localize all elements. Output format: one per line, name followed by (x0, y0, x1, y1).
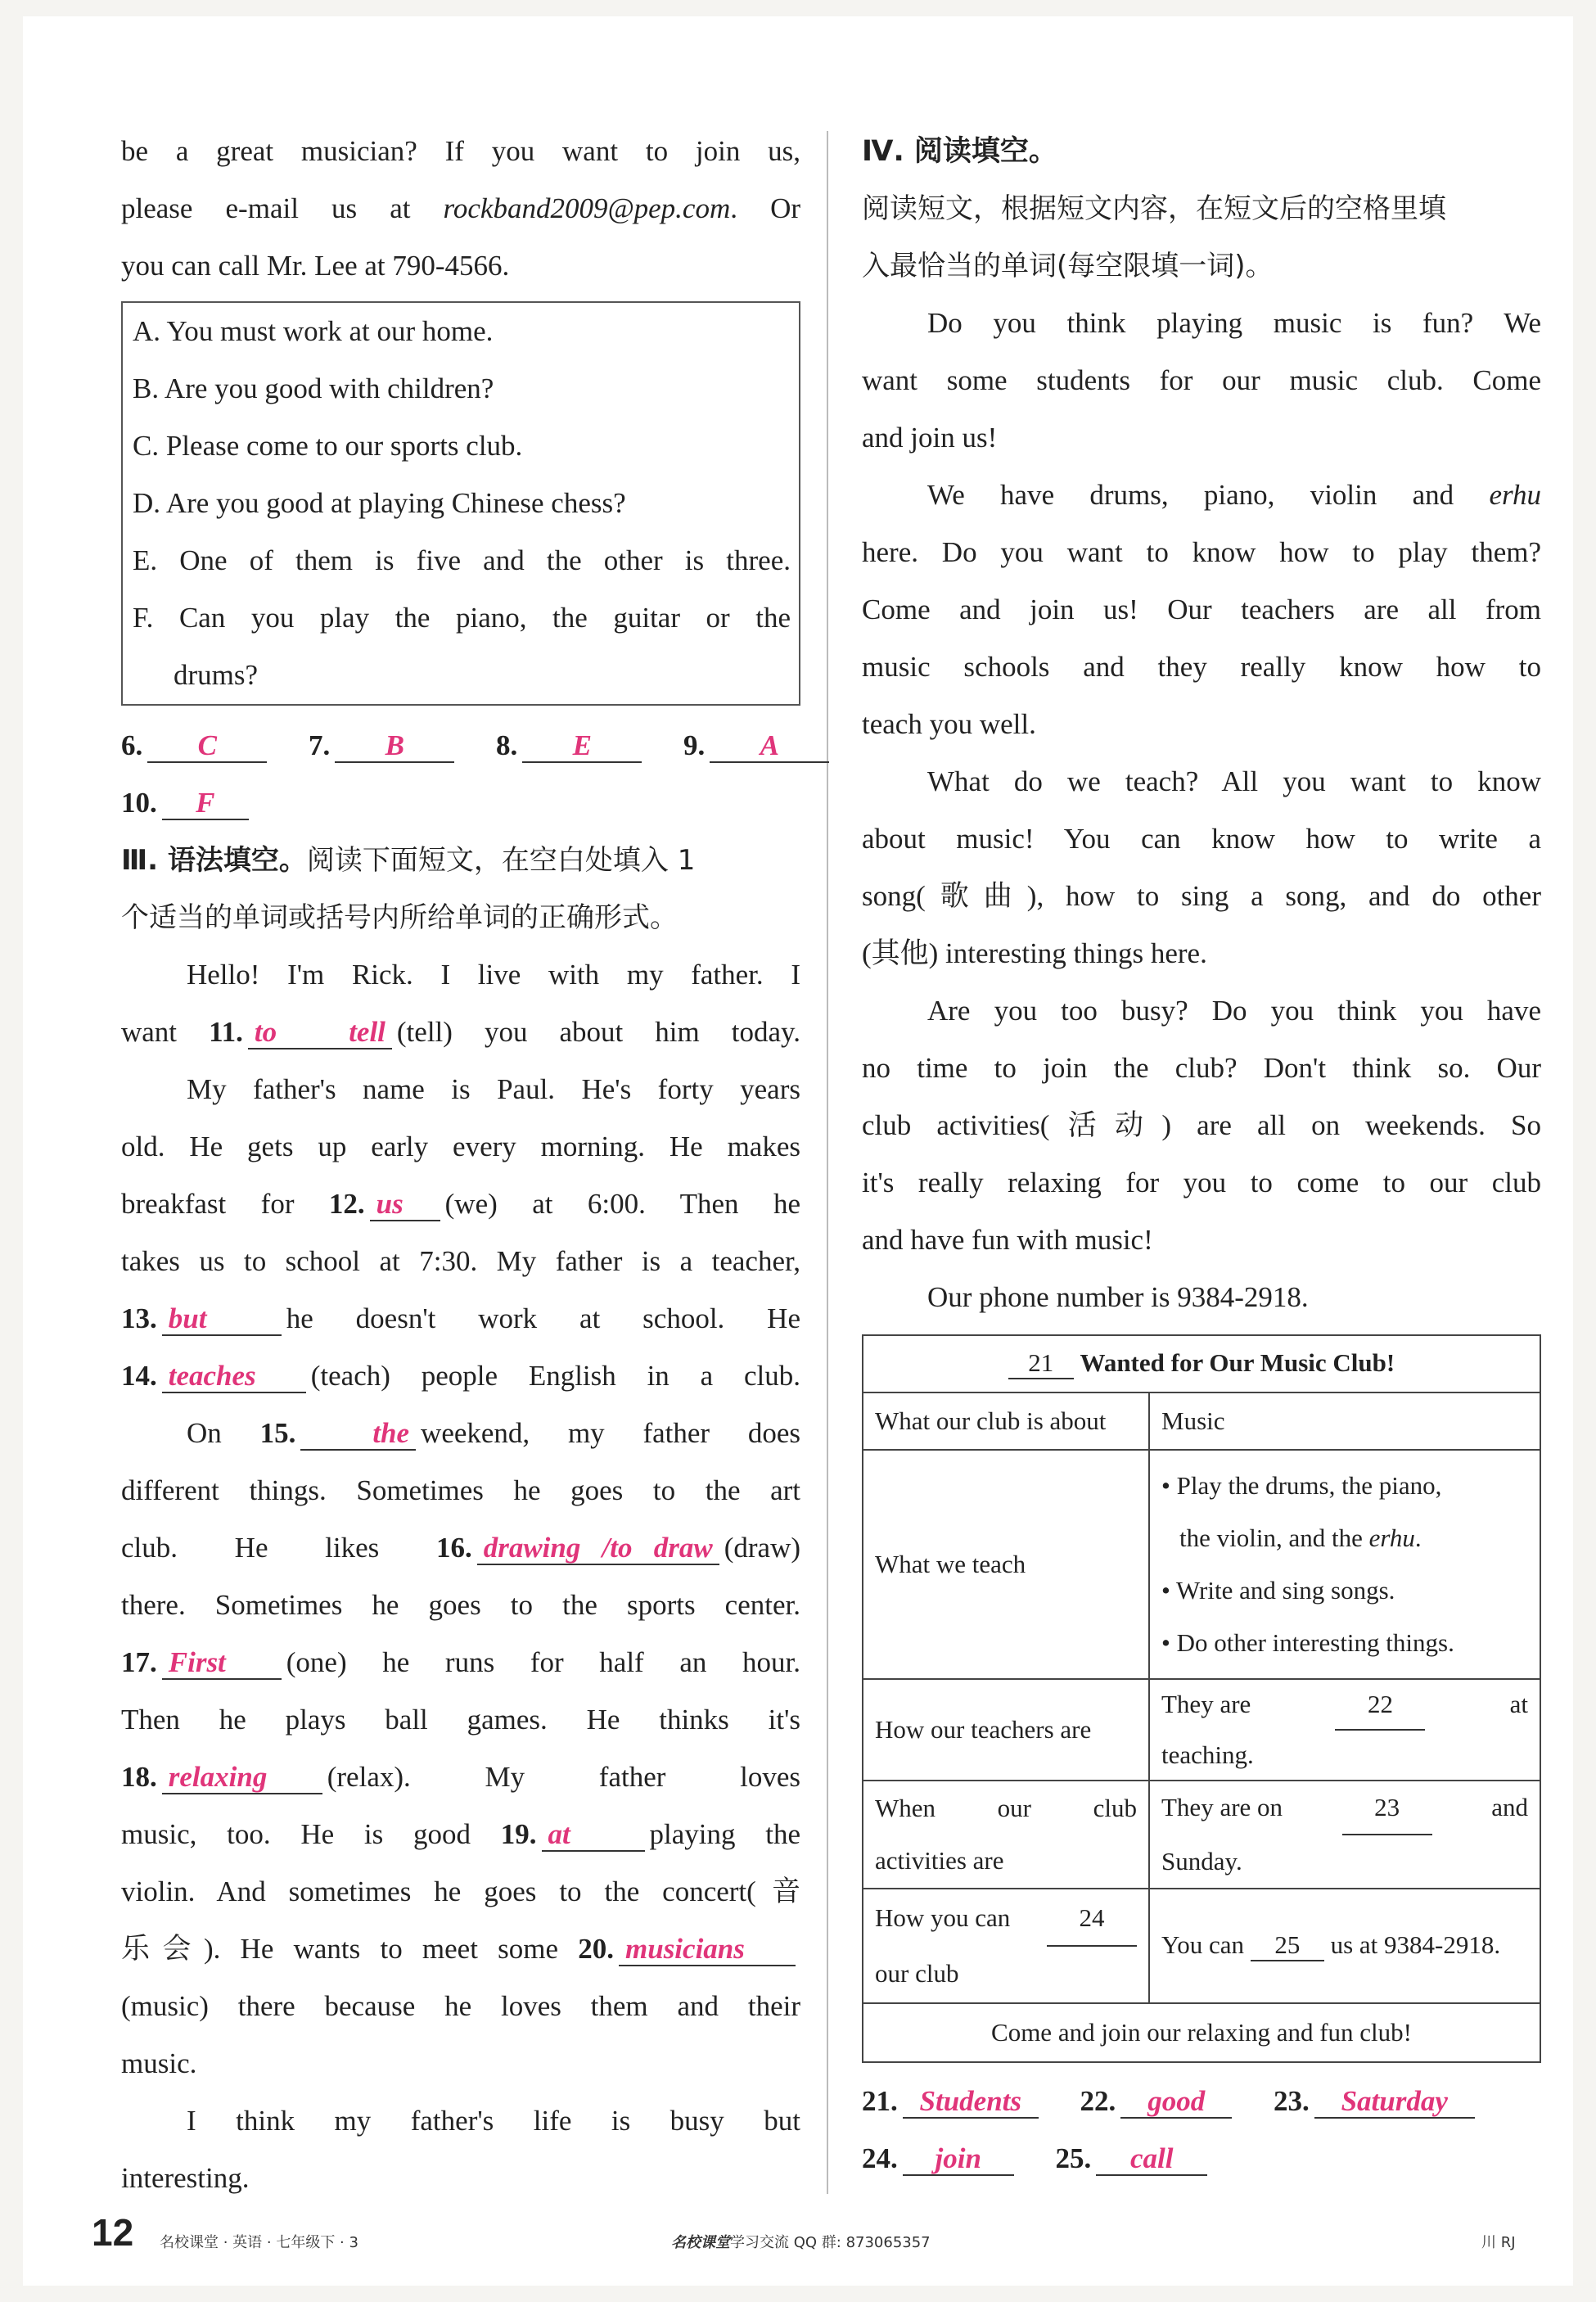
answer-blank: E (522, 730, 642, 763)
table-title: 21 Wanted for Our Music Club! (863, 1335, 1540, 1392)
reading-line: song(歌曲), how to sing a song, and do other (862, 880, 1541, 912)
blank-23: 23 (1342, 1781, 1432, 1835)
answer-blank-11: to tell (248, 1017, 392, 1049)
answer-item: 21. Students (862, 2073, 1044, 2130)
answer-blank: good (1120, 2086, 1232, 2119)
answer-item: 24. join (862, 2130, 1019, 2187)
bullet-item: • Play the drums, the piano, (1161, 1471, 1442, 1500)
answer-blank-20: musicians (619, 1934, 796, 1966)
answer-blank-12: us (370, 1189, 440, 1221)
answer-blank-16: drawing /to draw (477, 1532, 719, 1565)
option-a: A. You must work at our home. (133, 315, 494, 347)
text-line: there. Sometimes he goes to the sports center. (121, 1589, 800, 1621)
option-b: B. Are you good with children? (133, 372, 494, 404)
answer-item: 9. A (683, 717, 834, 774)
answer-blank: A (710, 730, 829, 763)
book-title: 名校课堂 · 英语 · 七年级下 · 3 (160, 2234, 358, 2251)
text-line: Then he plays ball games. He thinks it's (121, 1704, 800, 1736)
text-line: different things. Sometimes he goes to the art (121, 1474, 800, 1506)
intro-line-3: you can call Mr. Lee at 790-4566. (121, 250, 510, 282)
answer-item: 10. F (121, 774, 254, 832)
bullet-item: • Write and sing songs. (1161, 1576, 1395, 1605)
email-address: rockband2009@pep.com (443, 192, 731, 224)
text-line: 乐会). He wants to meet some 20. musicians (121, 1921, 800, 1978)
answers-10 (121, 774, 800, 832)
reading-line: about music! You can know how to write a (862, 823, 1541, 855)
text-line: club. He likes 16. drawing /to draw (draw) (121, 1532, 800, 1564)
answer-item: 7. B (309, 717, 459, 774)
answer-blank-19: at (542, 1819, 645, 1852)
row-value (1149, 1450, 1540, 1679)
row-label: How our teachers are (863, 1679, 1149, 1781)
text-line: violin. And sometimes he goes to the concert(音 (121, 1875, 800, 1907)
text-line: music, too. He is good 19. at playing the (121, 1818, 800, 1850)
text-line: 18. relaxing (relax). My father loves (121, 1761, 800, 1793)
section3-heading: Ⅲ. 语法填空。阅读下面短文，在空白处填入 1 (121, 844, 696, 877)
blank-24: 24 (1047, 1891, 1137, 1947)
answer-blank: join (903, 2143, 1014, 2176)
options-box (121, 301, 800, 706)
answer-blank: Saturday (1314, 2086, 1475, 2119)
reading-line: Our phone number is 9384-2918. (927, 1281, 1309, 1313)
text-line: breakfast for 12. us (we) at 6:00. Then he (121, 1188, 800, 1220)
reading-line: here. Do you want to know how to play them? (862, 536, 1541, 568)
reading-line: Do you think playing music is fun? We (927, 307, 1541, 339)
text-line: old. He gets up early every morning. He makes (121, 1131, 800, 1162)
answer-blank: F (162, 788, 249, 820)
answer-item: 8. E (496, 717, 647, 774)
option-e: E. One of them is five and the other is three. (133, 544, 791, 576)
qq-group: 名校课堂学习交流 QQ 群: 873065357 (671, 2234, 931, 2251)
reading-line: We have drums, piano, violin and erhu (927, 479, 1541, 511)
option-c: C. Please come to our sports club. (133, 430, 523, 462)
answer-item: 23. Saturday (1274, 2073, 1480, 2130)
reading-line: no time to join the club? Don't think so. Our (862, 1052, 1541, 1084)
reading-line: teach you well. (862, 708, 1036, 740)
right-column (862, 123, 1541, 2187)
section4-instr-1: 阅读短文，根据短文内容，在短文后的空格里填 (862, 192, 1446, 225)
answer-item: 6. C (121, 717, 272, 774)
text-line: 13. but he doesn't work at school. He (121, 1302, 800, 1334)
row-value: They are 22 at teaching. (1149, 1679, 1540, 1781)
text-line: interesting. (121, 2162, 250, 2194)
left-column (121, 123, 800, 2207)
option-d: D. Are you good at playing Chinese chess? (133, 487, 626, 519)
text-line: On 15. the weekend, my father does (187, 1417, 800, 1449)
intro-line-2: please e-mail us at rockband2009@pep.com. Or (121, 192, 800, 224)
row-value: You can 25 us at 9384-2918. (1149, 1889, 1540, 2003)
answers-24-25 (862, 2130, 1541, 2187)
bullet-item: • Do other interesting things. (1161, 1628, 1454, 1657)
text-line: I think my father's life is busy but (187, 2105, 800, 2137)
text-line: music. (121, 2047, 197, 2079)
answer-blank-15: the (300, 1418, 416, 1451)
reading-line: Are you too busy? Do you think you have (927, 995, 1541, 1027)
answer-blank: C (147, 730, 267, 763)
reading-line: and join us! (862, 422, 998, 454)
intro-line-1: be a great musician? If you want to join us, (121, 135, 800, 167)
answer-blank-17: First (162, 1647, 282, 1680)
row-label: When our club activities are (863, 1781, 1149, 1889)
answers-21-23 (862, 2073, 1541, 2130)
reading-line: Come and join us! Our teachers are all from (862, 594, 1541, 625)
text-line: takes us to school at 7:30. My father is a teacher, (121, 1245, 800, 1277)
reading-line: it's really relaxing for you to come to our club (862, 1167, 1541, 1198)
reading-line: What do we teach? All you want to know (927, 765, 1541, 797)
notice-table (862, 1334, 1541, 2063)
section3-title: Ⅲ. 语法填空。 (121, 844, 307, 877)
row-value: Music (1149, 1392, 1540, 1450)
column-divider (827, 131, 828, 2194)
answer-blank: B (335, 730, 454, 763)
reading-line: and have fun with music! (862, 1224, 1153, 1256)
row-label: How you can 24 our club (863, 1889, 1149, 2003)
page-number: 12 (92, 2211, 134, 2254)
answer-item: 25. call (1056, 2130, 1213, 2187)
section4-instr-2: 入最恰当的单词(每空限填一词)。 (862, 250, 1274, 282)
text-line: My father's name is Paul. He's forty years (187, 1073, 800, 1105)
text-line: 14. teaches (teach) people English in a club. (121, 1360, 800, 1392)
text-line: Hello! I'm Rick. I live with my father. I (187, 959, 800, 991)
text-line: 17. First (one) he runs for half an hour. (121, 1646, 800, 1678)
answer-blank-14: teaches (162, 1361, 306, 1393)
option-f-cont: drums? (174, 659, 259, 691)
answer-blank-18: relaxing (162, 1762, 322, 1794)
row-value: They are on 23 and Sunday. (1149, 1781, 1540, 1889)
blank-21: 21 (1008, 1348, 1074, 1379)
answer-blank-13: but (162, 1303, 282, 1336)
table-footer: Come and join our relaxing and fun club! (863, 2003, 1540, 2062)
bullet-item-cont: the violin, and the erhu. (1179, 1523, 1422, 1552)
section3-instr: 个适当的单词或括号内所给单词的正确形式。 (121, 901, 678, 934)
worksheet-page (23, 16, 1573, 2286)
section4-title: Ⅳ. 阅读填空。 (862, 135, 1057, 168)
answers-6-9 (121, 717, 800, 774)
edition-mark: 川 RJ (1481, 2234, 1516, 2251)
reading-line: (其他) interesting things here. (862, 937, 1207, 969)
answer-blank: call (1096, 2143, 1207, 2176)
reading-line: want some students for our music club. Come (862, 364, 1541, 396)
reading-line: music schools and they really know how to (862, 651, 1541, 683)
blank-25: 25 (1251, 1930, 1324, 1961)
row-label: What our club is about (863, 1392, 1149, 1450)
answer-blank: Students (903, 2086, 1039, 2119)
option-f: F. Can you play the piano, the guitar or the (133, 602, 791, 634)
answer-item: 22. good (1080, 2073, 1238, 2130)
blank-22: 22 (1335, 1680, 1425, 1731)
row-label: What we teach (863, 1450, 1149, 1679)
reading-line: club activities(活动) are all on weekends. So (862, 1109, 1541, 1141)
text-line: (music) there because he loves them and their (121, 1990, 800, 2022)
text-line: want 11. to tell (tell) you about him today. (121, 1016, 800, 1048)
